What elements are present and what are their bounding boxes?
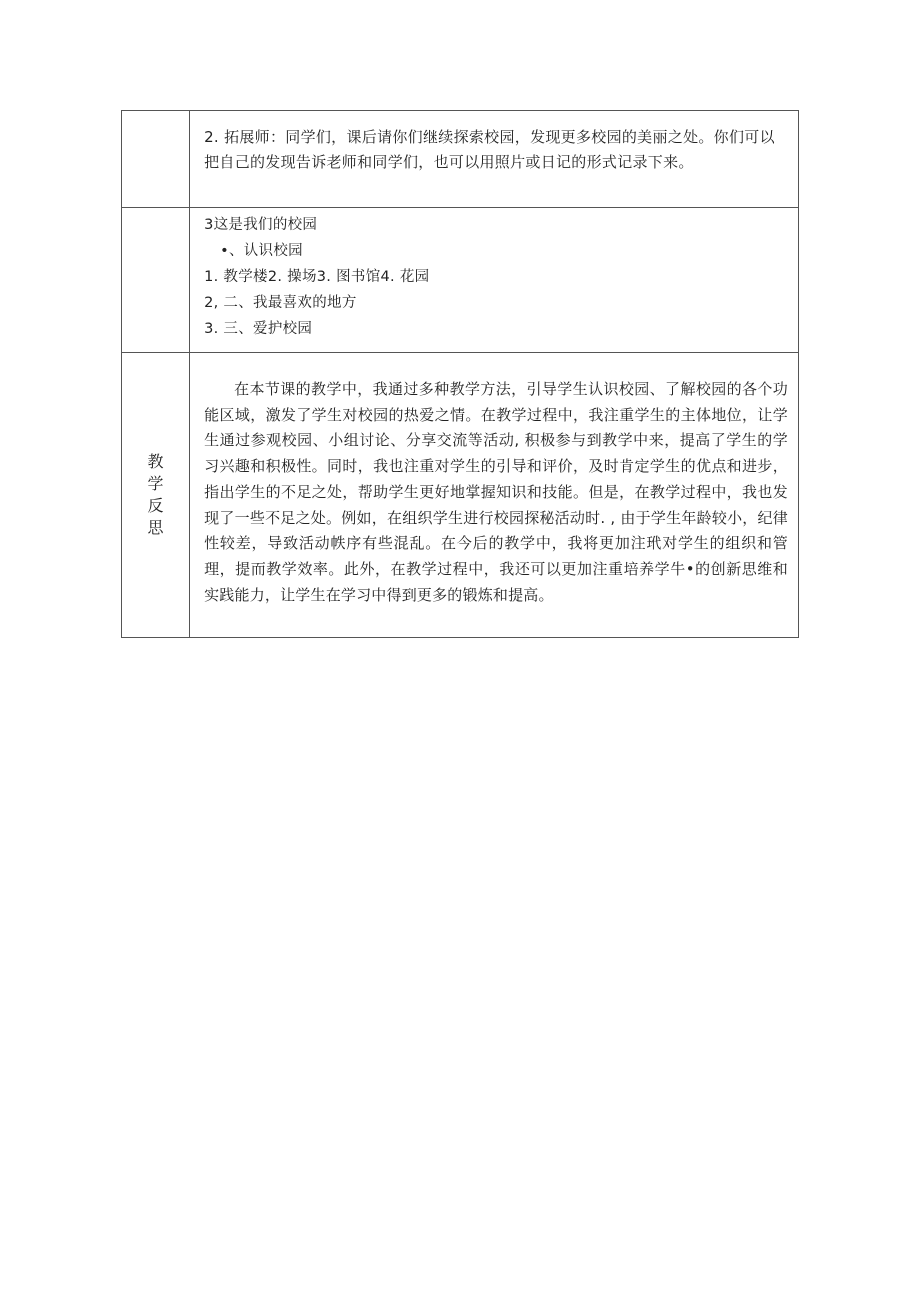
extension-content-cell [190, 111, 799, 208]
board-item: •、认识校园 [220, 243, 303, 259]
lesson-plan-table [121, 110, 799, 638]
reflection-content-cell [190, 353, 799, 638]
reflection-text: 在本节课的教学中，我通过多种教学方法，引导学生认识校园、了解校园的各个功能区域，激发了学生对校园的热爱之情。在教学过程中，我注重学生的主体地位，让学生通过参观校园、小组讨论、分享交流等活动, 积极参与到教学中来，提高了学生的学习兴趣和积极性。同时，我也注重对学生的引导和评价，及时肯定学生的优点和进步，指出学生的不足之处，帮助学生更好地掌握知识和技能。但是，在教学过程中，我也发现了一些不足之处。例如，在组织学生进行校园探秘活动时. , 由于学生年龄较小，纪律性较差，导致活动帙序有些混乱。在今后的教学中，我将更加注玳对学生的组织和管理，提而教学效率。此外，在教学过程中，我还可以更加注重培养学牛•的创新思维和实践能力，让学生在学习中得到更多的锻炼和提高。 [204, 380, 788, 604]
board-item: 3. 三、爱护校园 [204, 321, 313, 337]
board-design-row [122, 208, 799, 353]
extension-text: 2. 拓展师：同学们，课后请你们继续探索校园，发现更多校园的美丽之处。你们可以把自己的发现告诉老师和同学们，也可以用照片或日记的形式记录下来。 [204, 128, 775, 171]
reflection-label: 教学反思 [147, 452, 164, 537]
extension-label-cell [122, 111, 190, 208]
board-content-cell [190, 208, 799, 353]
board-label-cell [122, 208, 190, 353]
board-outline [190, 208, 798, 342]
board-item: 1. 教学楼2. 操场3. 图书馆4. 花园 [204, 269, 430, 285]
reflection-row [122, 353, 799, 638]
extension-row [122, 111, 799, 208]
reflection-label-cell [122, 353, 190, 638]
board-title: 3这是我们的校园 [204, 217, 318, 233]
board-item: 2, 二、我最喜欢的地方 [204, 295, 357, 311]
